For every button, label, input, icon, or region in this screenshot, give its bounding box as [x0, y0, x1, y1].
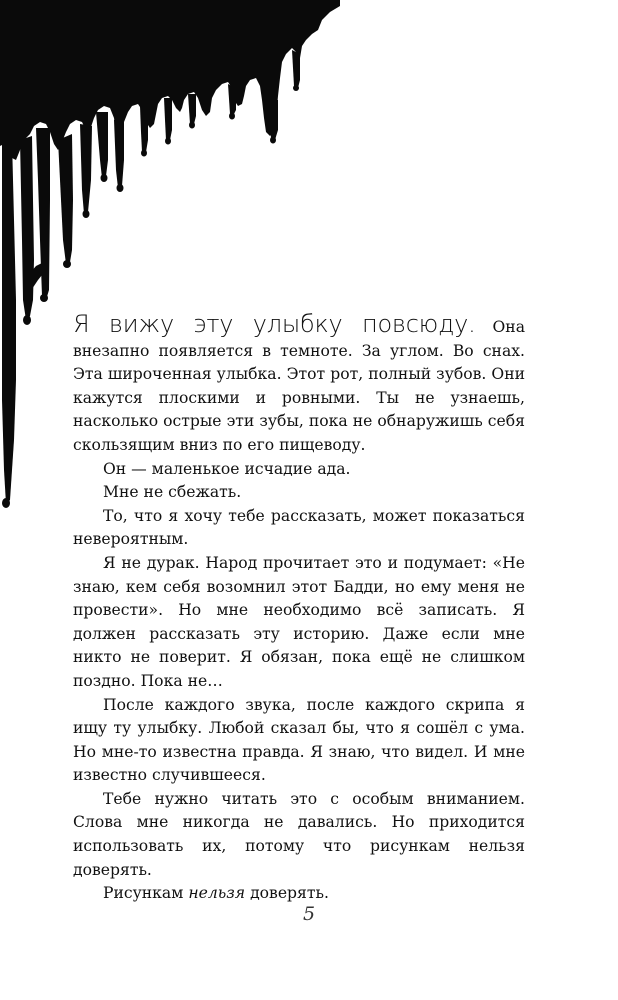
paragraph-text: Она внезапно появляется в темноте. За углом. Во снах. Эта широченная улыбка. Этот рот, полный зубов. Они кажутся плоскими и ровными. Ты не узнаешь, насколько острые эти зубы, пока не обнаружишь себя скользящим вниз по его пищеводу. [73, 318, 525, 454]
last-paragraph-start: Рисункам [103, 884, 184, 903]
paragraph [73, 310, 525, 458]
paragraph: То, что я хочу тебе рассказать, может показаться невероятным. [73, 506, 525, 549]
paragraph: Тебе нужно читать это с особым вниманием. Слова мне никогда не давались. Но приходится использовать их, потому что рисункам нельзя доверять. [73, 789, 525, 879]
last-paragraph-end: доверять. [250, 884, 329, 903]
paragraph: Он — маленькое исчадие ада. [103, 459, 351, 478]
paragraph: Я не дурак. Народ прочитает это и подумает: «Не знаю, кем себя возомнил этот Бадди, но ему меня не провести». Но мне необходимо всё записать. Я должен рассказать эту историю. Даже если мне никто не поверит. Я обязан, пока ещё не слишком поздно. Пока не… [73, 553, 525, 690]
opening-phrase: Я вижу эту улыбку повсюду. [73, 310, 476, 338]
paragraph: После каждого звука, после каждого скрипа я ищу ту улыбку. Любой сказал бы, что я сошёл с ума. Но мне-то известна правда. Я знаю, что видел. И мне известно случившееся. [73, 695, 525, 785]
page-number: 5 [302, 903, 316, 925]
chapter-text [73, 310, 525, 906]
paragraph: Мне не сбежать. [103, 483, 242, 502]
emphasized-word: нельзя [188, 884, 246, 903]
